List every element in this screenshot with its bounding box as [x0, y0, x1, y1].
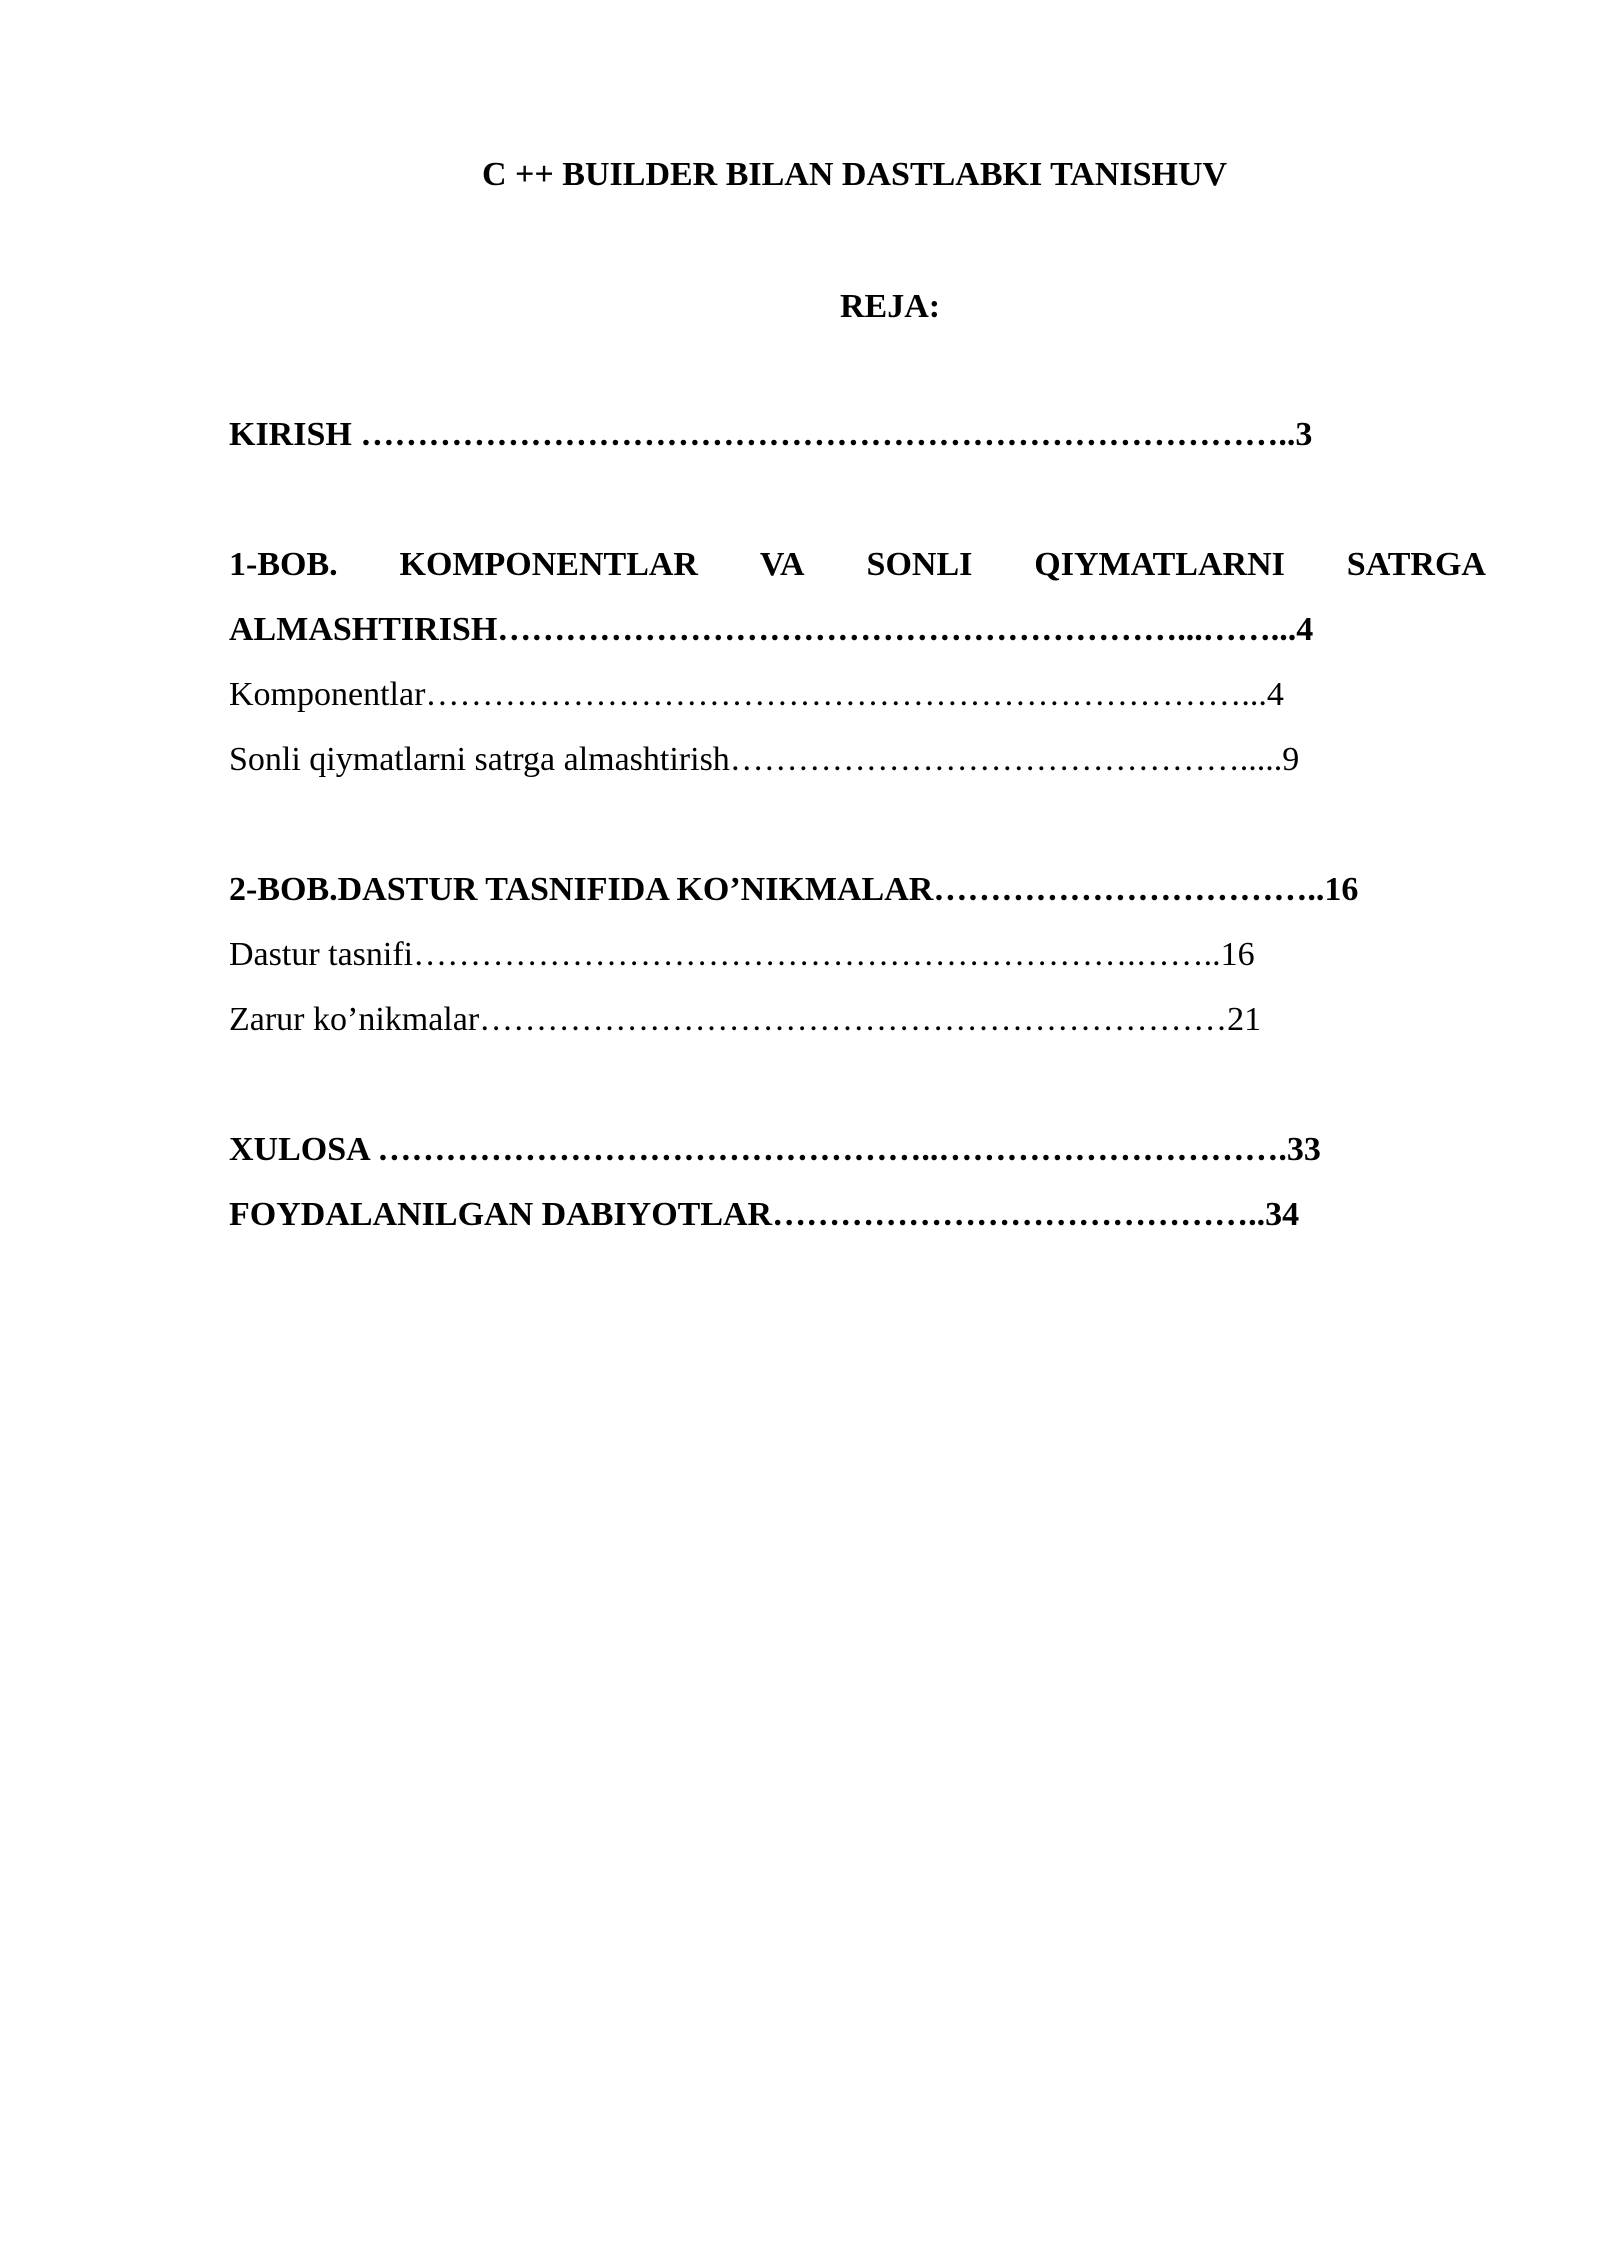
toc-entry-foydalanilgan: FOYDALANILGAN DABIYOTLAR……………………………………..34 [229, 1196, 1300, 1233]
toc-word: QIYMATLARNI [1034, 546, 1285, 583]
toc-word: SATRGA [1346, 546, 1486, 583]
toc-entry-bob2: 2-BOB.DASTUR TASNIFIDA KO’NIKMALAR……………………………..16 [229, 871, 1359, 908]
toc-entry-bob1-line1 [229, 545, 1486, 585]
toc-word: 1-BOB. [229, 546, 338, 583]
toc-entry-bob1-line2: ALMASHTIRISH……………………………………………………...……...4 [229, 611, 1314, 648]
toc-entry-zarur: Zarur ko’nikmalar…………………………………………………………21 [229, 1001, 1262, 1038]
toc-word: KOMPONENTLAR [399, 546, 698, 583]
toc-entry-komponentlar: Komponentlar………………………………………………………………...4 [229, 676, 1284, 713]
toc-entry-xulosa: XULOSA …………………………………………..………………………….33 [229, 1131, 1321, 1168]
toc-word: VA [759, 546, 805, 583]
document-title: C ++ BUILDER BILAN DASTLABKI TANISHUV [482, 156, 1228, 193]
toc-entry-dastur-tasnifi: Dastur tasnifi……………………………………………………….……..16 [229, 936, 1255, 973]
plan-heading: REJA: [840, 288, 941, 325]
toc-word: SONLI [866, 546, 973, 583]
toc-entry-kirish: KIRISH ………………………………………………………………………..3 [229, 416, 1313, 453]
toc-entry-sonli: Sonli qiymatlarni satrga almashtirish……………………………………….....9 [229, 741, 1300, 778]
